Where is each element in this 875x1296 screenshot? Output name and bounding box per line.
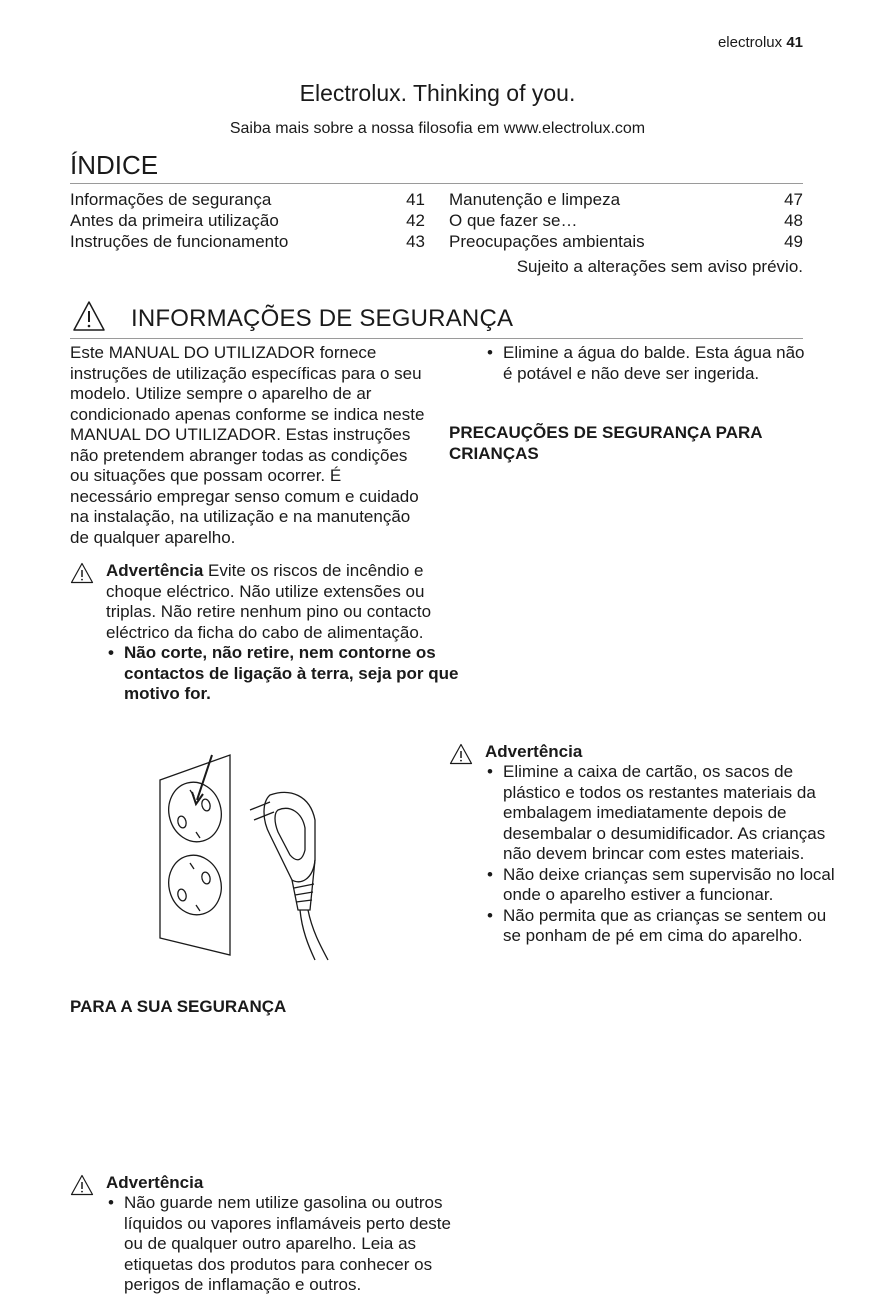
toc-entry[interactable] — [449, 231, 803, 252]
toc-label: Preocupações ambientais — [449, 232, 645, 251]
toc-page: 43 — [406, 232, 425, 251]
section-divider — [70, 338, 803, 339]
toc-entry[interactable] — [70, 231, 425, 252]
warning-icon — [72, 300, 106, 332]
change-notice: Sujeito a alterações sem aviso prévio. — [516, 257, 803, 276]
warning-title: Advertência — [485, 741, 583, 761]
warning-block-electric — [70, 561, 462, 705]
toc-entry[interactable] — [449, 189, 803, 210]
toc-page: 47 — [784, 190, 803, 209]
section-title: INFORMAÇÕES DE SEGURANÇA — [131, 305, 514, 332]
brand-name: electrolux — [717, 34, 783, 51]
warning-icon — [70, 1174, 94, 1196]
toc-entry[interactable] — [70, 189, 425, 210]
page-header — [718, 34, 803, 51]
children-bullet: • Não deixe crianças sem supervisão no local onde o aparelho estiver a funcionar. — [485, 865, 841, 906]
index-title: ÍNDICE — [70, 150, 159, 180]
bucket-note — [485, 343, 805, 384]
children-bullet: • Não permita que as crianças se sentem ou se ponham de pé em cima do aparelho. — [485, 906, 841, 947]
toc-entry[interactable] — [449, 210, 803, 231]
page-number: 41 — [786, 34, 803, 51]
warning-title: Advertência — [106, 561, 204, 580]
for-your-safety-heading: PARA A SUA SEGURANÇA — [70, 997, 287, 1016]
intro-paragraph: Este MANUAL DO UTILIZADOR fornece instruções de utilização específicas para o seu modelo. Utilize sempre o aparelho de ar condicionado apenas conforme se indica neste MANUAL DO UTILIZADOR. Estas instruções não pretendem abranger todas as condições ou situações que possam ocorrer. É necessário empregar senso comum e cuidado na instalação, na utilização e na manutenção de qualquer aparelho. — [70, 343, 425, 547]
toc-page: 48 — [784, 211, 803, 230]
toc-entry[interactable] — [70, 210, 425, 231]
tagline: Electrolux. Thinking of you. — [299, 80, 576, 106]
children-heading: PRECAUÇÕES DE SEGURANÇA PARA CRIANÇAS — [449, 423, 762, 463]
warning-text: Evite os riscos de incêndio e choque eléctrico. Não utilize extensões ou triplas. Não retire nenhum pino ou contacto eléctrico da ficha do cabo de alimentação. — [106, 561, 432, 642]
toc-page: 41 — [406, 190, 425, 209]
toc-label: Manutenção e limpeza — [449, 190, 621, 209]
toc-label: Instruções de funcionamento — [70, 232, 289, 251]
warning-block-flammable — [70, 1173, 462, 1296]
toc-label: O que fazer se… — [449, 211, 578, 230]
toc-column-right — [449, 189, 803, 252]
children-bullet: • Elimine a caixa de cartão, os sacos de plástico e todos os restantes materiais da embalagem imediatamente depois de desembalar o desumidificador. As crianças não devem brincar com estes materiais. — [485, 762, 841, 865]
toc-page: 49 — [784, 232, 803, 251]
warning-title: Advertência — [106, 1172, 204, 1192]
warning-block-children — [449, 742, 841, 947]
toc-page: 42 — [406, 211, 425, 230]
warning-icon — [449, 743, 473, 765]
index-divider — [70, 183, 803, 184]
toc-label: Antes da primeira utilização — [70, 211, 279, 230]
philosophy-link: Saiba mais sobre a nossa filosofia em www.electrolux.com — [229, 120, 646, 137]
socket-plug-illustration — [150, 750, 340, 965]
warning-bullet: • Não guarde nem utilize gasolina ou outros líquidos ou vapores inflamáveis perto deste ou de qualquer outro aparelho. Leia as etiquetas dos produtos para conhecer os perigos de inflamação e outros. — [106, 1193, 462, 1296]
warning-icon — [70, 562, 94, 584]
bucket-bullet: • Elimine a água do balde. Esta água não é potável e não deve ser ingerida. — [485, 343, 805, 384]
toc-column-left — [70, 189, 425, 252]
warning-bullet: • Não corte, não retire, nem contorne os contactos de ligação à terra, seja por que motivo for. — [106, 643, 462, 705]
toc-label: Informações de segurança — [70, 190, 272, 209]
